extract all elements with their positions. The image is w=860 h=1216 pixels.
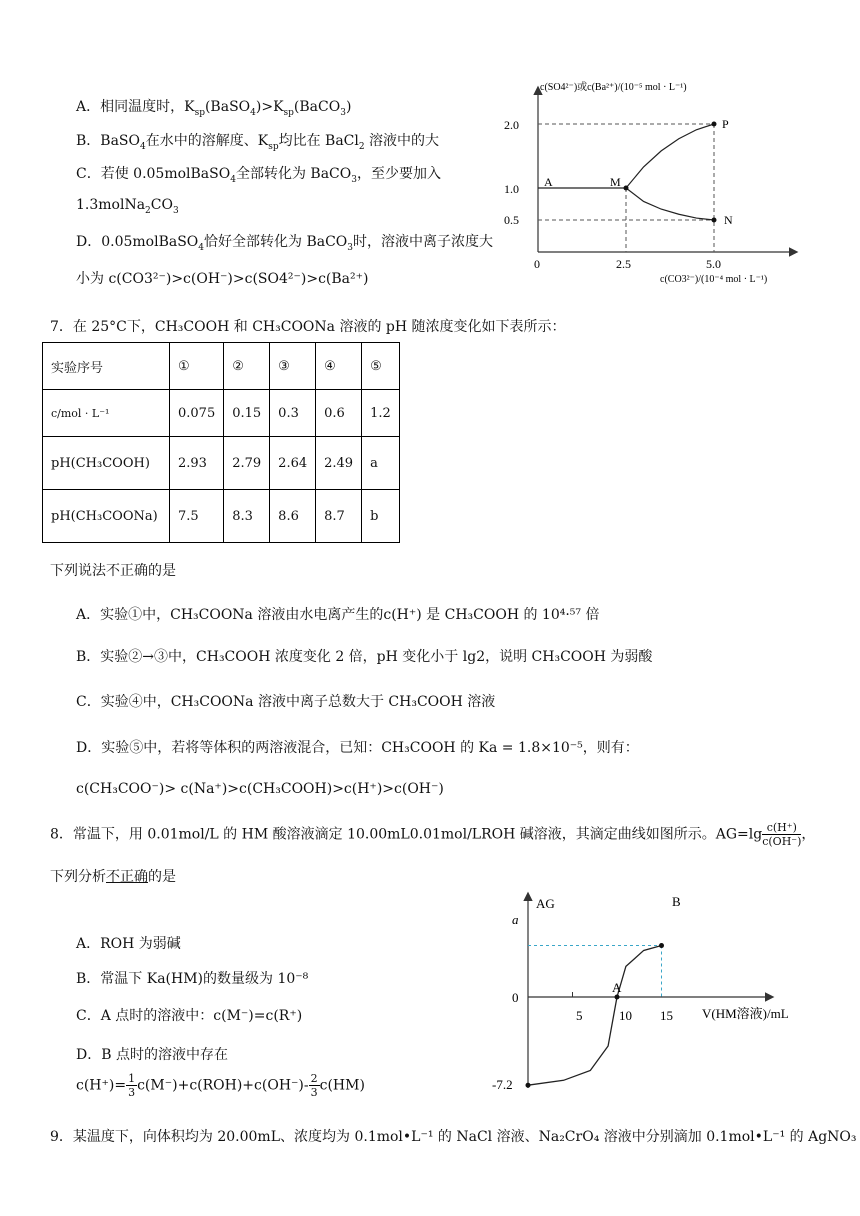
table-cell: 8.3 [224,490,270,543]
q8-option-d-cont: c(H⁺)= $\frac{1}{3}$ c(M⁻)+c(ROH)+c(OH⁻)- $\frac{2}{3}$ c(HM) [76,1072,365,1099]
q7-option-d: D．实验⑤中，若将等体积的两溶液混合，已知：CH₃COOH 的 Ka = 1.8×10⁻⁵，则有： [76,740,639,756]
table-cell: a [362,437,400,490]
y-tick-neg72: -7.2 [492,1077,513,1092]
chart-ksp [500,76,820,296]
table-cell: ③ [270,343,316,390]
point-n [712,218,717,223]
y-tick-2: 2.0 [504,118,519,132]
table-cell: 0.15 [224,390,270,437]
table-cell: 0.075 [170,390,224,437]
q7-option-d-cont: c(CH₃COO⁻)> c(Na⁺)>c(CH₃COOH)>c(H⁺)>c(OH⁻) [76,781,444,797]
q7-intro: 7．在 25°C下，CH₃COOH 和 CH₃COONa 溶液的 pH 随浓度变化如下表所示： [50,319,566,335]
q7-option-b: B．实验②→③中，CH₃COOH 浓度变化 2 倍，pH 变化小于 lg2，说明 CH₃COOH 为弱酸 [76,649,653,665]
q7-option-a: A．实验①中，CH₃COONa 溶液由水电离产生的c(H⁺) 是 CH₃COOH 的 10⁴·⁵⁷ 倍 [76,607,600,623]
q6-option-c-cont: $1.3molNa_2CO_3$ [76,197,179,216]
q6-option-d-cont: 小为 c(CO3²⁻)>c(OH⁻)>c(SO4²⁻)>c(Ba²⁺) [76,271,369,287]
q8-option-b: B．常温下 Ka(HM)的数量级为 10⁻⁸ [76,971,309,987]
y-axis-label: AG [536,896,555,911]
table-row [43,390,400,437]
table-cell: 实验序号 [43,343,170,390]
x-axis-label: V(HM溶液)/mL [702,1006,789,1021]
table-cell: 0.3 [270,390,316,437]
table-cell: ① [170,343,224,390]
y-tick-1: 1.0 [504,182,519,196]
table-cell: 7.5 [170,490,224,543]
q7-option-c: C．实验④中，CH₃COONa 溶液中离子总数大于 CH₃COOH 溶液 [76,694,496,710]
table-cell: ⑤ [362,343,400,390]
point-label-m: M [610,175,621,189]
table-cell: 2.93 [170,437,224,490]
point-label-p: P [722,117,729,131]
titration-curve [528,946,662,1086]
ag-fraction: $\frac{c(H^+)}{c(OH^-)}$ [762,821,802,848]
x-tick-15: 15 [660,1008,673,1023]
point-label-b: B [672,894,681,909]
point-label-n: N [724,213,733,227]
x-tick-5: 5 [576,1008,583,1023]
table-cell: c/mol · L⁻¹ [43,390,170,437]
table-cell: 8.7 [316,490,362,543]
point-start [526,1083,531,1088]
x-tick-0: 0 [534,257,540,271]
point-p [712,122,717,127]
table-cell: 8.6 [270,490,316,543]
table-cell: ② [224,343,270,390]
q8-intro: 8．常温下，用 0.01mol/L 的 HM 酸溶液滴定 10.00mL0.01mol/LROH 碱溶液，其滴定曲线如图所示。AG=lg $\frac{c(H^+)}{c(OH^-)}$ ， [50,821,816,848]
table-cell: ④ [316,343,362,390]
q7-table [42,342,400,543]
x-tick-10: 10 [619,1008,632,1023]
x-axis-label: c(CO3²⁻)/(10⁻⁴ mol · L⁻¹) [660,274,768,285]
chart-titration [490,888,820,1098]
point-b [659,943,664,948]
q8-option-a: A．ROH 为弱碱 [76,936,181,952]
table-cell: 2.64 [270,437,316,490]
y-tick-0: 0 [512,990,519,1005]
q8-stem: 下列分析不正确的是 [50,869,176,885]
q6-option-c: C．若使 0.05molBaSO$_4$全部转化为 BaCO$_3$，至少要加入 [76,166,441,185]
x-tick-5: 5.0 [706,257,721,271]
q6-option-a: A．相同温度时，$K_{sp}(BaSO_4)>K_{sp}(BaCO_3)$ [76,99,352,118]
table-cell: 2.49 [316,437,362,490]
point-label-a: A [612,980,622,995]
series-line-1 [626,124,714,188]
q9-text: 9．某温度下，向体积均为 20.00mL、浓度均为 0.1mol•L⁻¹ 的 NaCl 溶液、Na₂CrO₄ 溶液中分别滴加 0.1mol•L⁻¹ 的 AgNO₃ [50,1129,857,1145]
table-cell: 1.2 [362,390,400,437]
table-cell: 2.79 [224,437,270,490]
table-cell: b [362,490,400,543]
y-tick-a: a [512,912,519,927]
table-row [43,343,400,390]
point-label-a: A [544,175,553,189]
y-axis-label: c(SO4²⁻)或c(Ba²⁺)/(10⁻⁵ mol · L⁻¹) [540,82,687,93]
table-row [43,490,400,543]
x-tick-25: 2.5 [616,257,631,271]
q8-option-c: C．A 点时的溶液中：c(M⁻)=c(R⁺) [76,1008,303,1024]
table-row [43,437,400,490]
table-cell: pH(CH₃COOH) [43,437,170,490]
q7-stem: 下列说法不正确的是 [50,563,176,579]
q8-option-d: D．B 点时的溶液中存在 [76,1047,228,1063]
y-tick-05: 0.5 [504,213,519,227]
table-cell: 0.6 [316,390,362,437]
q6-option-d: D．0.05molBaSO$_4$恰好全部转化为 BaCO$_3$时，溶液中离子浓度大 [76,234,494,253]
table-cell: pH(CH₃COONa) [43,490,170,543]
point-m [624,186,629,191]
series-line-2 [626,188,714,220]
point-a [615,995,620,1000]
q6-option-b: B．BaSO$_4$在水中的溶解度、$K_{sp}$均比在 BaCl$_2$ 溶液中的大 [76,133,440,152]
